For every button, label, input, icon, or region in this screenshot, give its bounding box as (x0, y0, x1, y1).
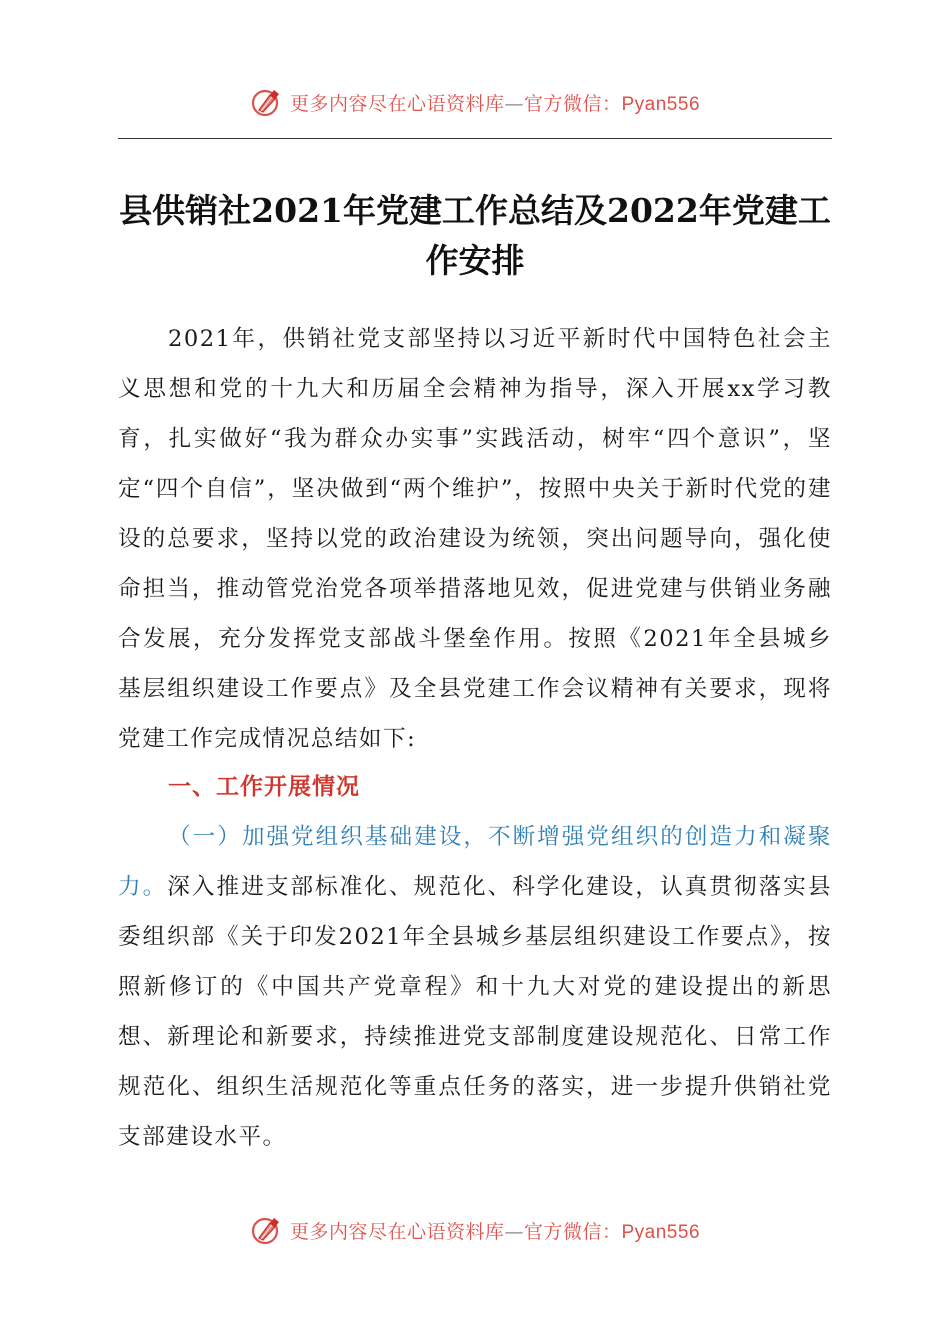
header-banner (0, 82, 950, 122)
pen-nib-logo-icon (250, 1213, 284, 1247)
banner-dash: — (504, 92, 524, 115)
pen-nib-logo-icon (250, 85, 284, 119)
subsection-paragraph-1 (118, 812, 832, 1162)
section-heading-1: 一、工作开展情况 (168, 774, 360, 800)
subsection-heading-1: （一）加强党组织基础建设，不断增强党组织的创造力和凝聚力。 (118, 824, 832, 900)
header-divider (118, 138, 832, 139)
banner-wechat-id: Pyan556 (621, 1221, 701, 1243)
banner-suffix-text: 官方微信： (523, 1220, 622, 1243)
intro-paragraph: 2021年，供销社党支部坚持以习近平新时代中国特色社会主义思想和党的十九大和历届全会精神为指导，深入开展xx学习教育，扎实做好“我为群众办实事”实践活动，树牢“四个意识”，坚定“四个自信”，坚决做到“两个维护”，按照中央关于新时代党的建设的总要求，坚持以党的政治建设为统领，突出问题导向，强化使命担当，推动管党治党各项举措落地见效，促进党建与供销业务融合发展，充分发挥党支部战斗堡垒作用。按照《2021年全县城乡基层组织建设工作要点》及全县党建工作会议精神有关要求，现将党建工作完成情况总结如下: (118, 326, 832, 752)
banner-text (290, 1217, 700, 1244)
subsection-body-1: 深入推进支部标准化、规范化、科学化建设，认真贯彻落实县委组织部《关于印发2021年全县城乡基层组织建设工作要点》，按照新修订的《中国共产党章程》和十九大对党的建设提出的新思想、新理论和新要求，持续推进党支部制度建设规范化、日常工作规范化、组织生活规范化等重点任务的落实，进一步提升供销社党支部建设水平。 (118, 874, 833, 1150)
banner-main-text: 更多内容尽在心语资料库 (289, 1220, 505, 1243)
banner-text (290, 89, 700, 116)
banner-main-text: 更多内容尽在心语资料库 (289, 92, 505, 115)
banner-wechat-id: Pyan556 (621, 93, 701, 115)
banner-suffix-text: 官方微信： (523, 92, 622, 115)
footer-banner (0, 1210, 950, 1250)
banner-dash: — (504, 1220, 524, 1243)
document-title: 县供销社2021年党建工作总结及2022年党建工作安排 (119, 191, 831, 280)
